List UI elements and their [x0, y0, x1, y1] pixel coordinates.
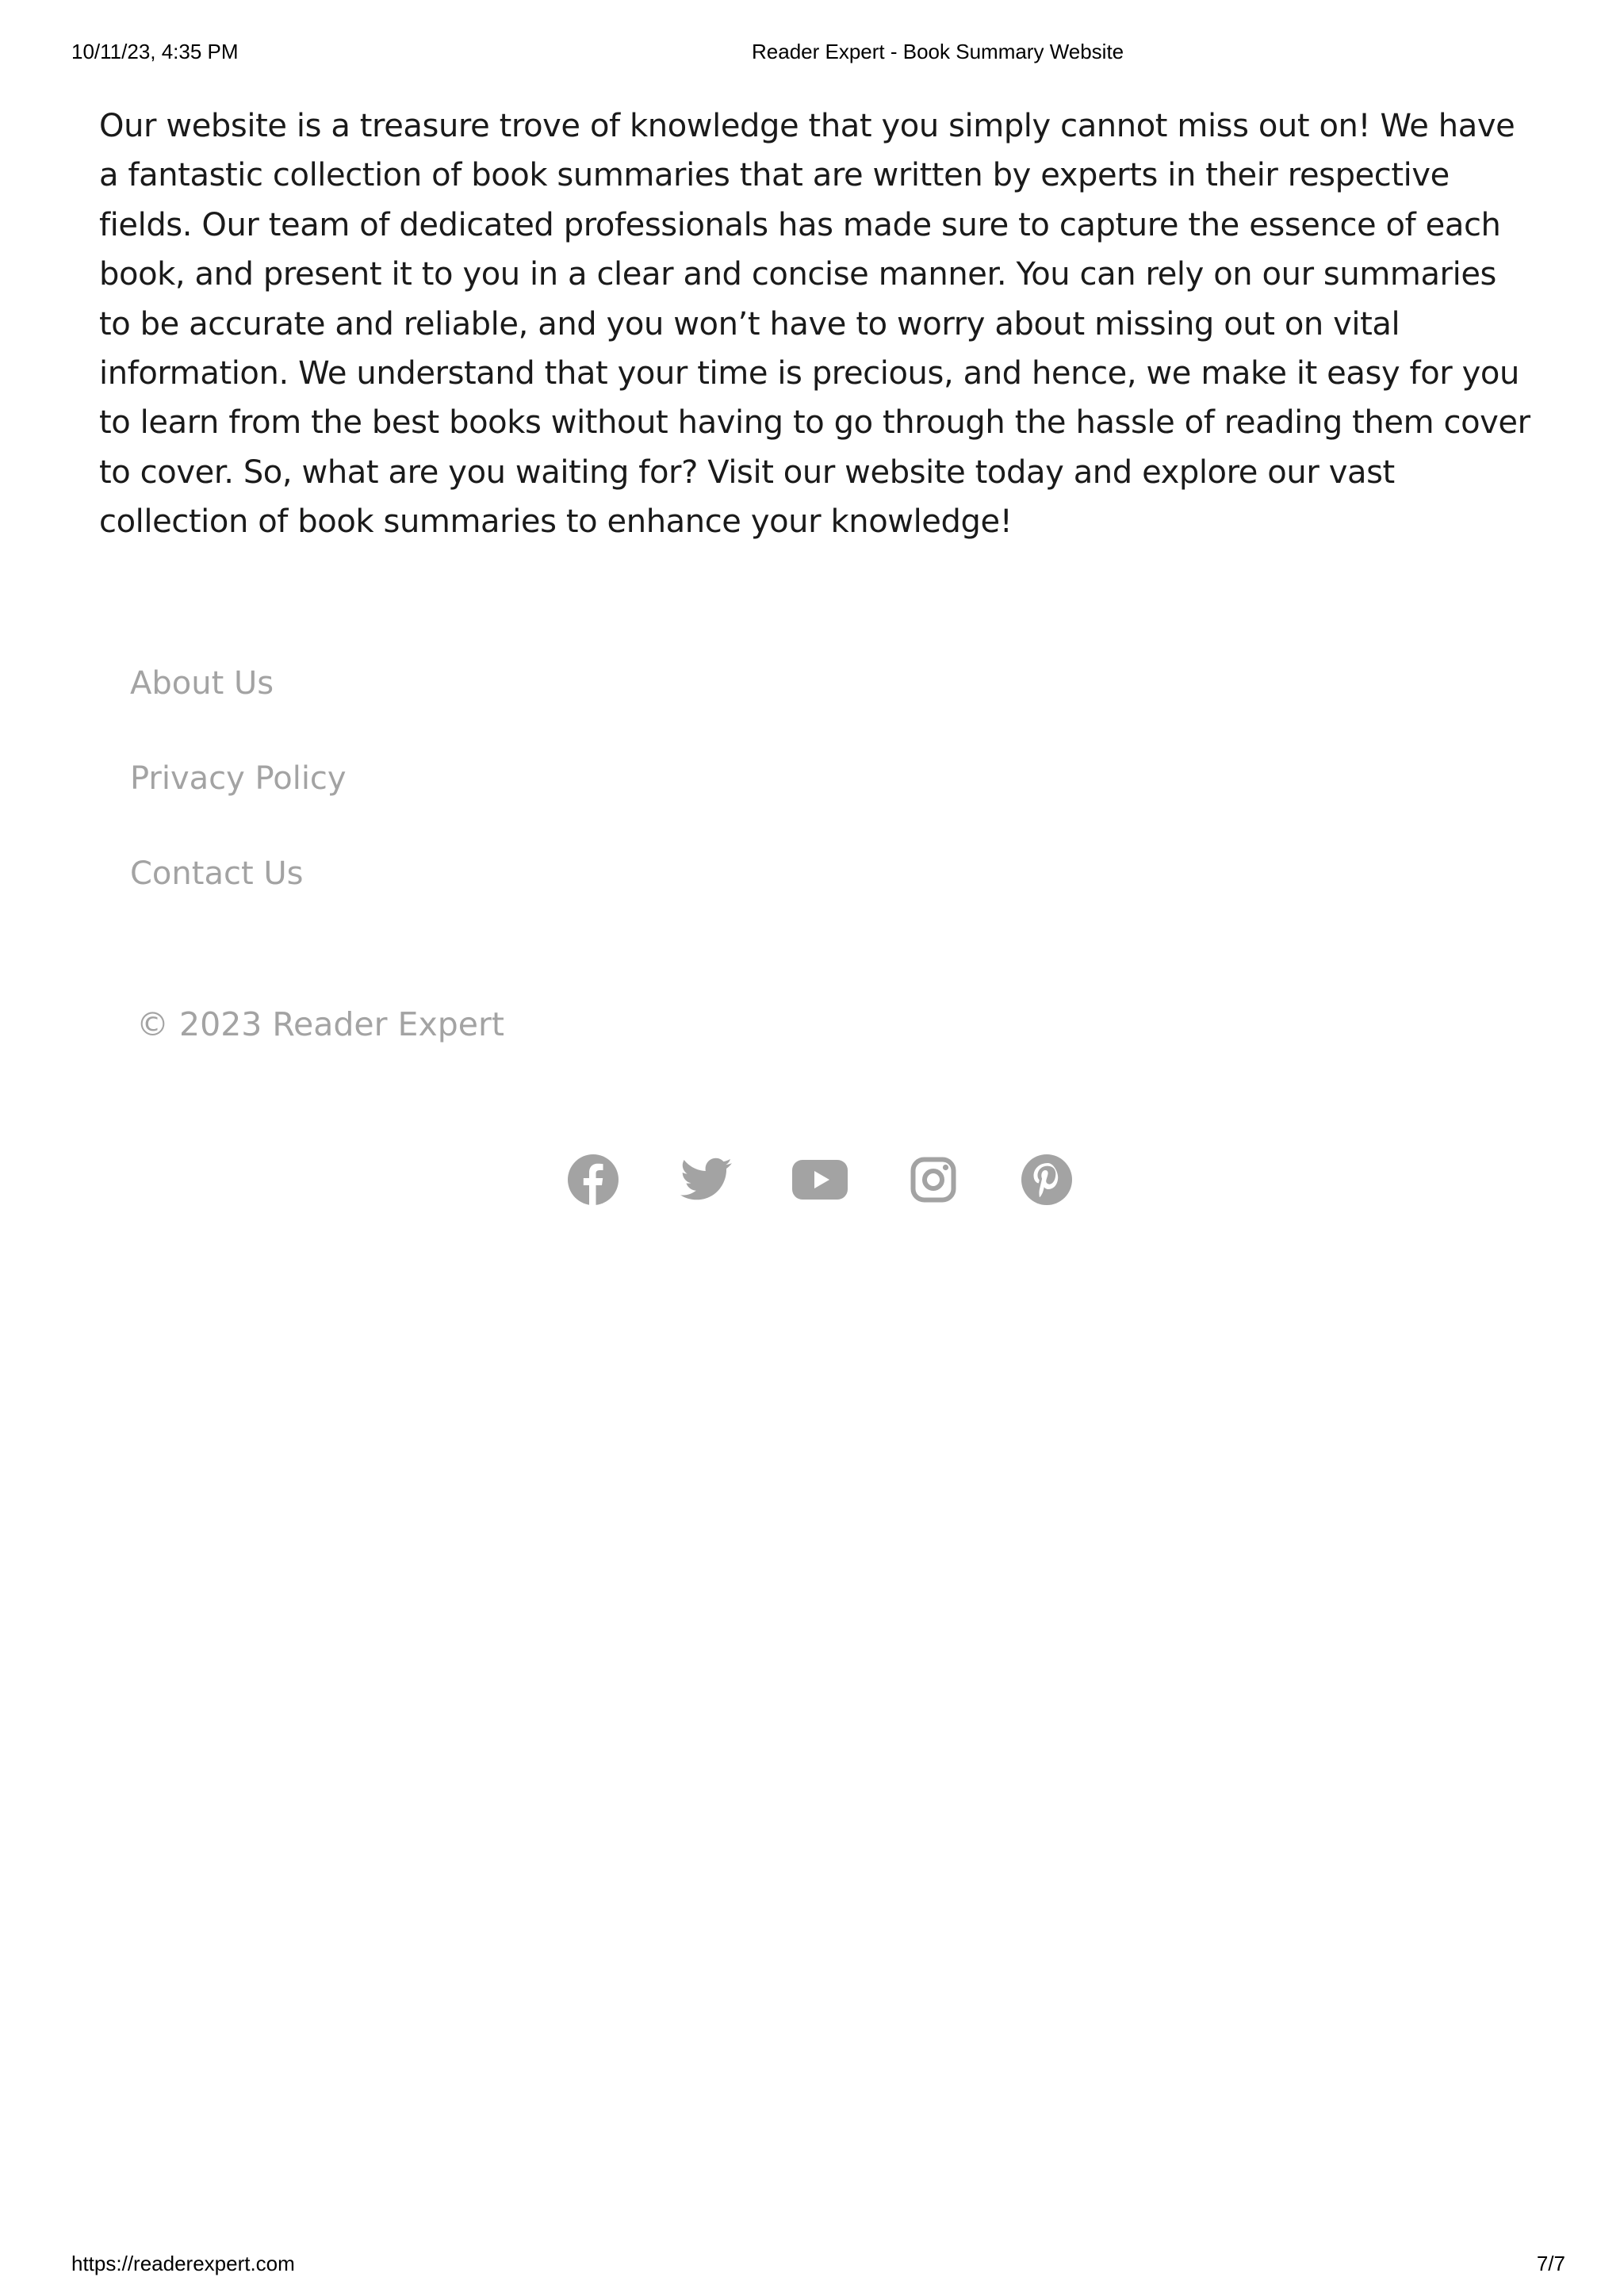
youtube-icon[interactable] — [791, 1151, 848, 1208]
footer-link-item — [130, 756, 347, 851]
footer-link-item — [130, 661, 347, 756]
facebook-icon[interactable] — [565, 1151, 622, 1208]
copyright-text: © 2023 Reader Expert — [136, 1005, 504, 1043]
social-icons-row — [565, 1151, 1075, 1208]
about-us-link[interactable]: About Us — [130, 665, 274, 702]
footer-link-item — [130, 851, 347, 947]
print-datetime: 10/11/23, 4:35 PM — [71, 40, 239, 63]
print-footer — [0, 2252, 1624, 2279]
footer-links — [130, 661, 347, 947]
pinterest-icon[interactable] — [1018, 1151, 1075, 1208]
print-page-title: Reader Expert - Book Summary Website — [752, 40, 1124, 63]
intro-paragraph: Our website is a treasure trove of knowledge that you simply cannot miss out on! We have a fantastic collection of book summaries that are written by experts in their respective fields. Our team of dedicated professionals has made sure to capture the essence of each book, and present it to you in a clear and concise manner. You can rely on our summaries to be accurate and reliable, and you won’t have to worry about missing out on vital information. We understand that your time is precious, and hence, we make it easy for you to learn from the best books without having to go through the hassle of reading them cover to cover. So, what are you waiting for? Visit our website today and explore our vast collection of book summaries to enhance your knowledge! — [99, 108, 1530, 541]
print-page-number: 7/7 — [1536, 2252, 1565, 2275]
twitter-icon[interactable] — [678, 1151, 735, 1208]
print-header — [0, 40, 1624, 67]
print-url: https://readerexpert.com — [71, 2252, 295, 2275]
contact-us-link[interactable]: Contact Us — [130, 855, 304, 892]
privacy-policy-link[interactable]: Privacy Policy — [130, 760, 347, 797]
instagram-icon[interactable] — [905, 1151, 962, 1208]
